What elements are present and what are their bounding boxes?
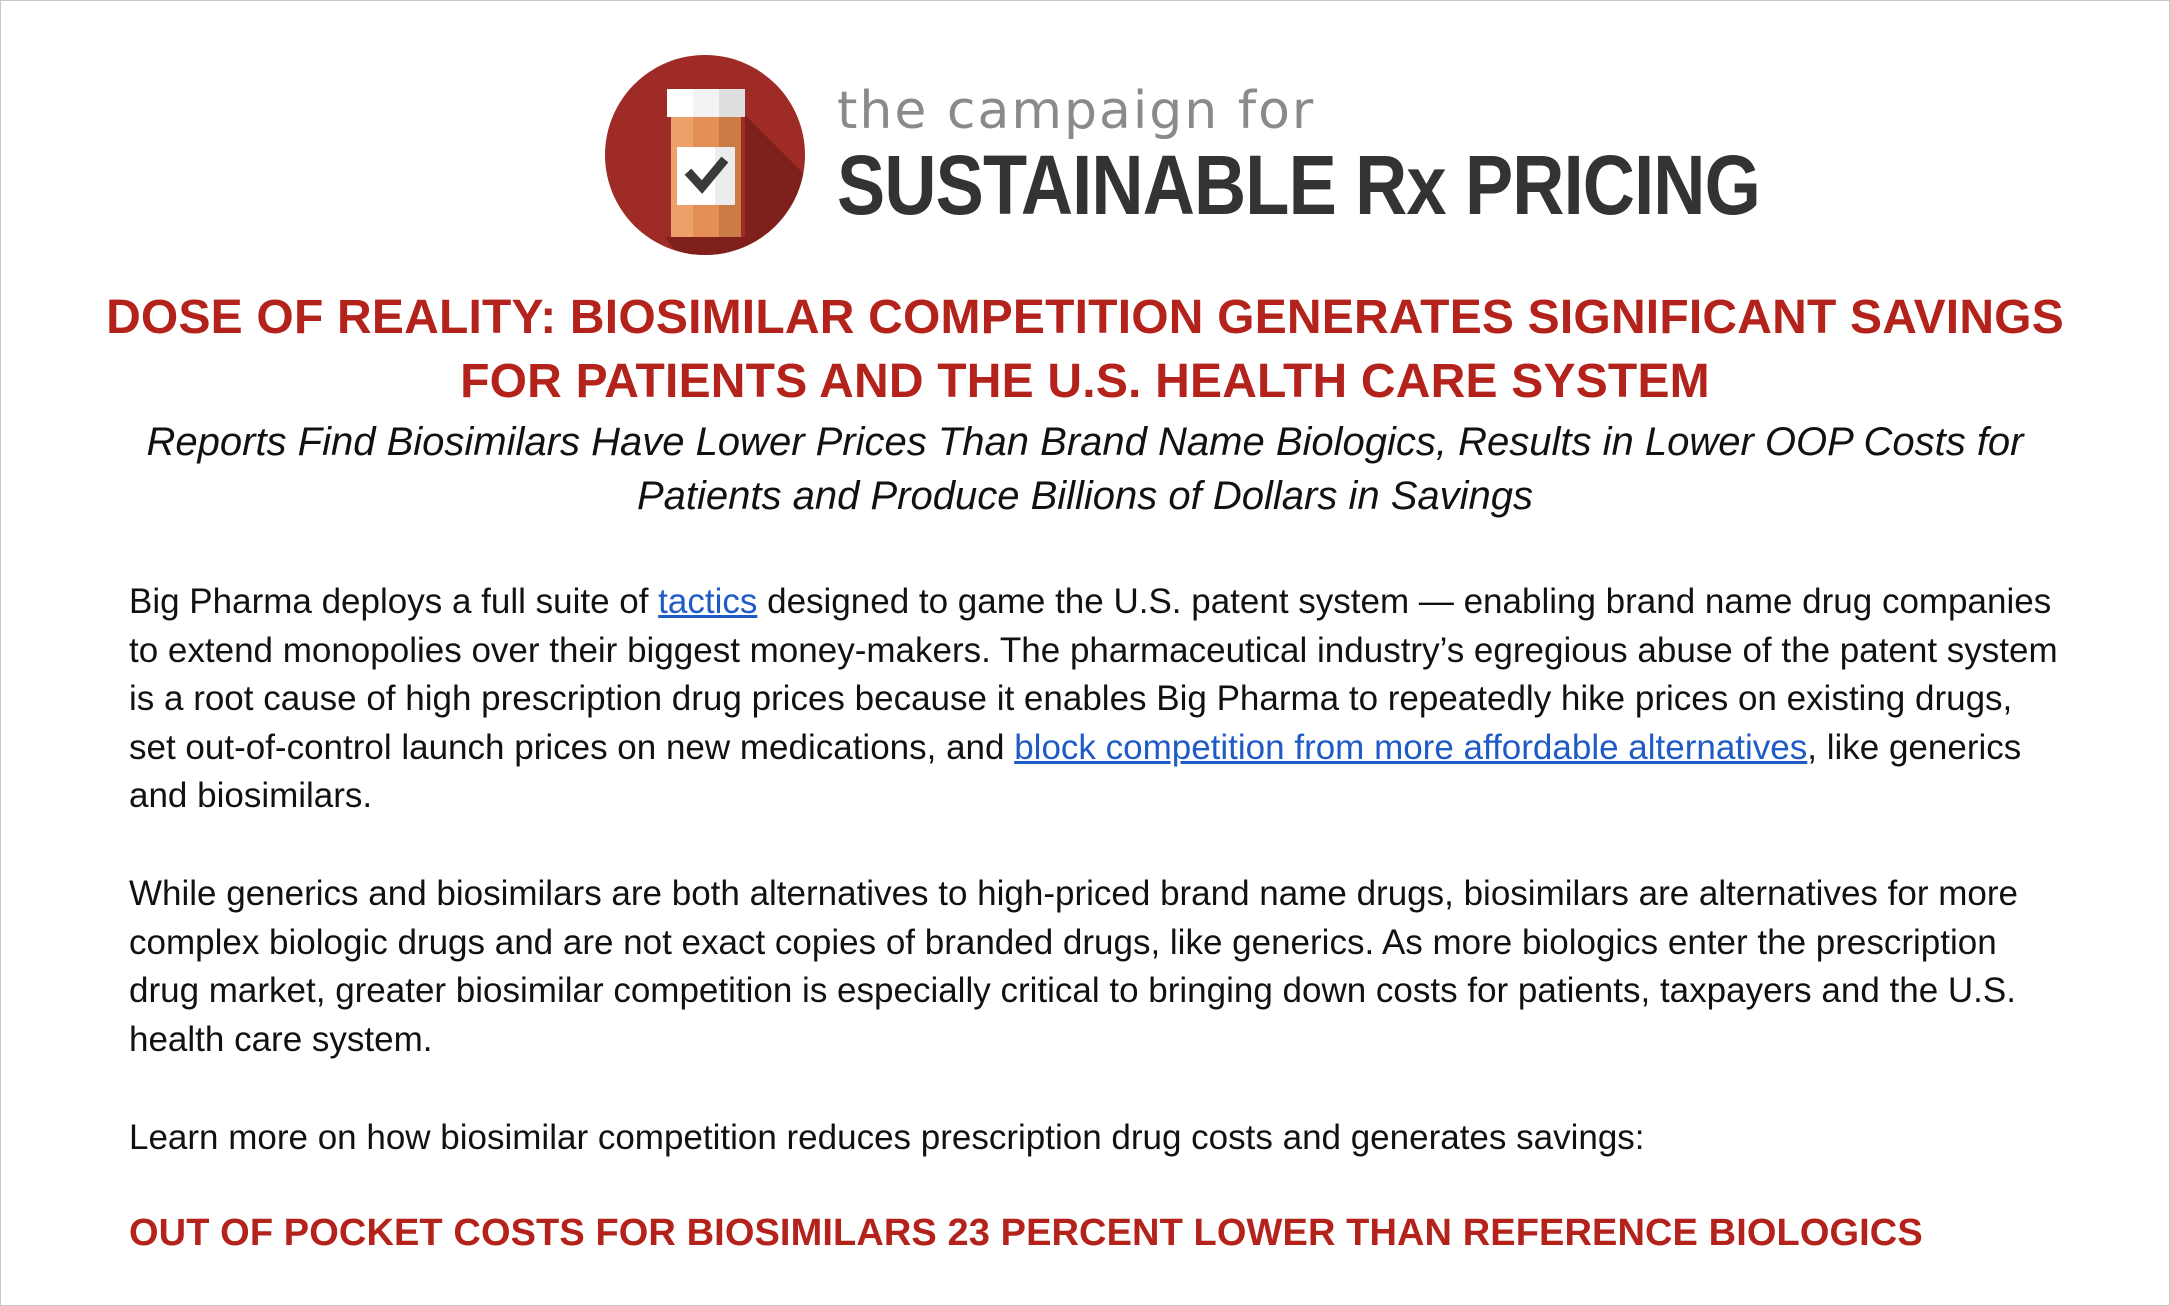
- logo-tagline: the campaign for: [837, 81, 1316, 141]
- logo-text: [837, 81, 1910, 232]
- paragraph-intro-text-1: Big Pharma deploys a full suite of: [129, 582, 659, 621]
- logo-wordmark: SUSTAINABLE Rx PRICING: [837, 138, 1760, 232]
- subtitle-line-2: Patients and Produce Billions of Dollars in Savings: [636, 474, 1534, 518]
- paragraph-intro: [129, 578, 2059, 821]
- logo: [605, 55, 1910, 255]
- subtitle: [80, 415, 2090, 523]
- paragraph-intro-text-2: designed to game the U.S. patent system — enabling brand name drug companies to extend monopolies over their biggest money-makers. The pharmaceutical industry’s egregious abuse of the patent system is a root cause of high prescription drug prices because it enables Big Pharma to repeatedly hike prices on existing drugs, set out-of-control launch prices on new medications, and: [129, 582, 2058, 767]
- block-competition-link[interactable]: block competition from more affordable alternatives: [1014, 727, 1808, 767]
- subtitle-line-1: Reports Find Biosimilars Have Lower Prices Than Brand Name Biologics, Results in Lower OOP Costs for: [146, 420, 2024, 464]
- paragraph-biosimilars: While generics and biosimilars are both alternatives to high-priced brand name drugs, biosimilars are alternatives for more complex biologic drugs and are not exact copies of branded drugs, like generics. As more biologics enter the prescription drug market, greater biosimilar competition is especially critical to bringing down costs for patients, taxpayers and the U.S. health care system.: [129, 874, 2018, 1059]
- paragraph-intro-text-3: , like generics and biosimilars.: [129, 727, 2022, 815]
- page-title: [80, 286, 2090, 414]
- pill-bottle-check-icon: [605, 55, 805, 255]
- section-heading: OUT OF POCKET COSTS FOR BIOSIMILARS 23 PERCENT LOWER THAN REFERENCE BIOLOGICS: [129, 1212, 1923, 1254]
- title-line-1: DOSE OF REALITY: BIOSIMILAR COMPETITION GENERATES SIGNIFICANT SAVINGS: [106, 291, 2064, 344]
- title-line-2: FOR PATIENTS AND THE U.S. HEALTH CARE SYSTEM: [460, 355, 1710, 408]
- tactics-link[interactable]: tactics: [658, 582, 758, 621]
- paragraph-learn-more: Learn more on how biosimilar competition reduces prescription drug costs and generates savings:: [129, 1118, 1645, 1157]
